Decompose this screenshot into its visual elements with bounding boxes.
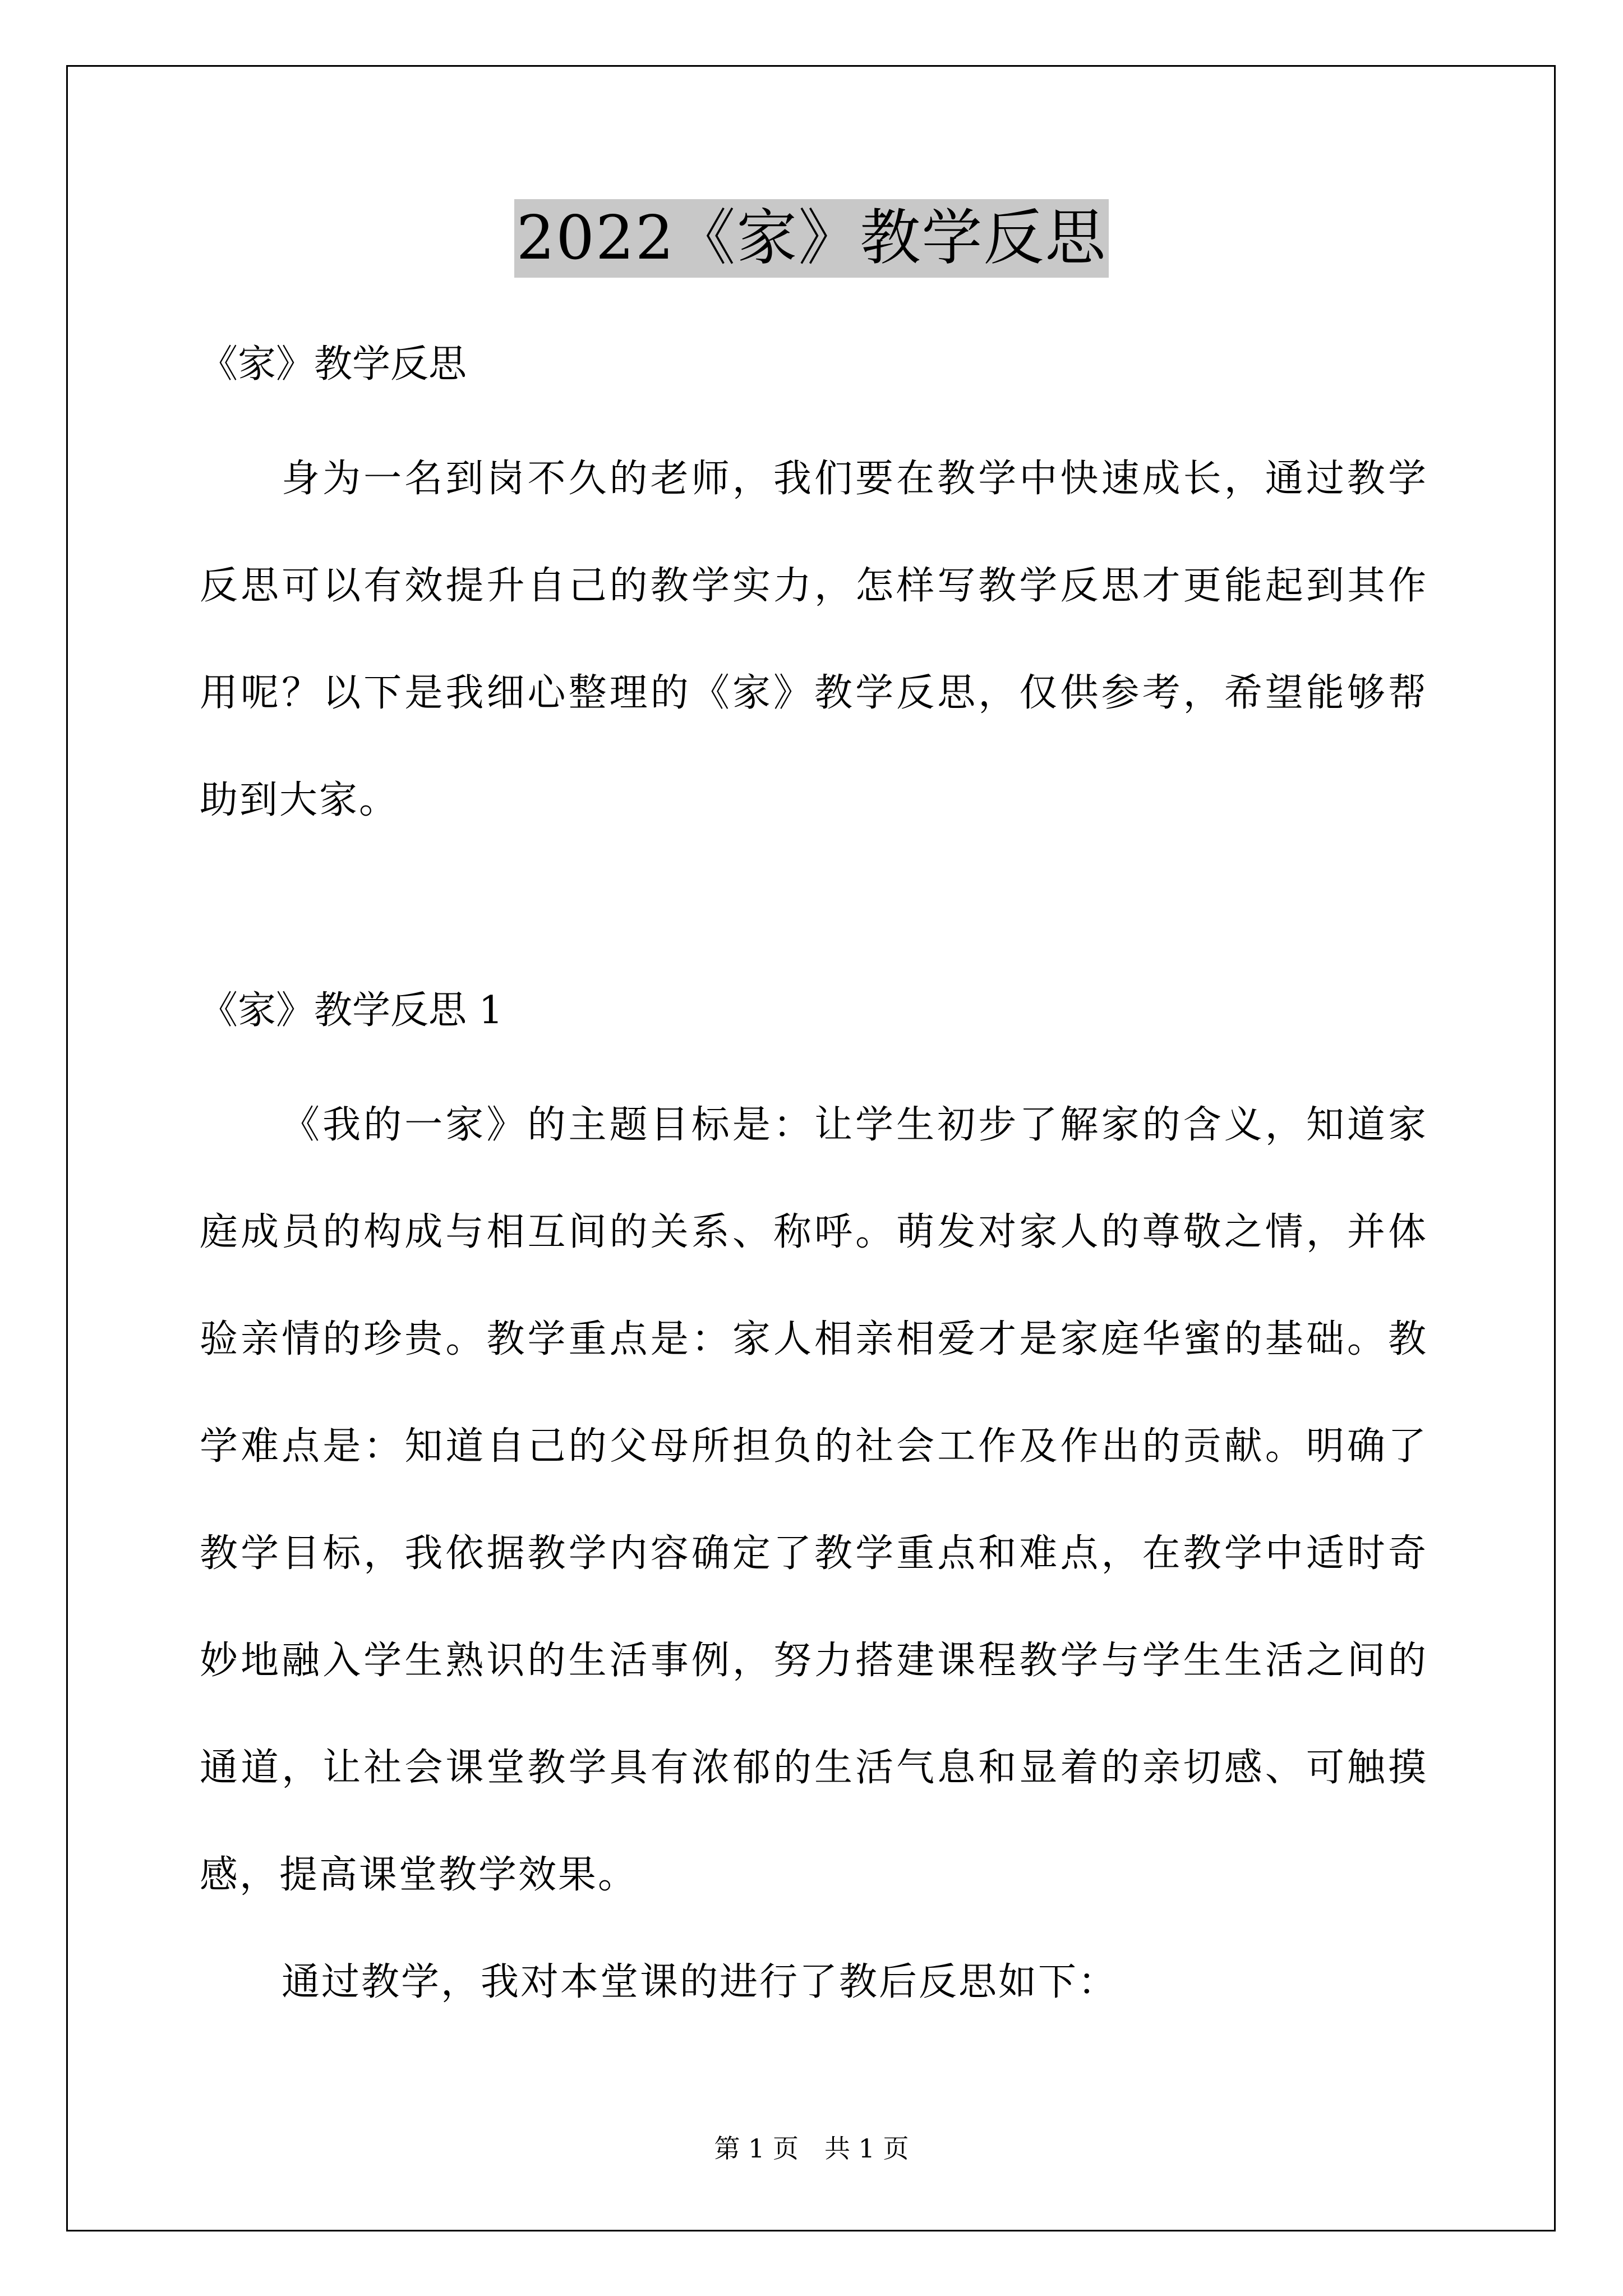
intro-paragraph: 身为一名到岗不久的老师，我们要在教学中快速成长，通过教学反思可以有效提升自己的教学实力，怎样写教学反思才更能起到其作用呢？以下是我细心整理的《家》教学反思，仅供参考，希望能够帮助到大家。 bbox=[200, 457, 1428, 822]
section1-paragraph-1: 《我的一家》的主题目标是：让学生初步了解家的含义，知道家庭成员的构成与相互间的关系、称呼。萌发对家人的尊敬之情，并体验亲情的珍贵。教学重点是：家人相亲相爱才是家庭华蜜的基础。教学难点是：知道自己的父母所担负的社会工作及作出的贡献。明确了教学目标，我依据教学内容确定了教学重点和难点，在教学中适时奇妙地融入学生熟识的生活事例，努力搭建课程教学与学生生活之间的通道，让社会课堂教学具有浓郁的生活气息和显着的亲切感、可触摸感，提高课堂教学效果。 bbox=[200, 1103, 1428, 1897]
title-wrap bbox=[0, 199, 1623, 278]
section1-heading: 《家》教学反思 1 bbox=[200, 988, 503, 1033]
page-footer: 第 1 页 共 1 页 bbox=[714, 2133, 909, 2164]
document-title: 2022《家》教学反思 bbox=[514, 199, 1109, 278]
intro-heading: 《家》教学反思 bbox=[200, 342, 467, 386]
document-body bbox=[200, 337, 1428, 2036]
section1-paragraph-2: 通过教学，我对本堂课的进行了教后反思如下： bbox=[282, 1960, 1118, 2004]
